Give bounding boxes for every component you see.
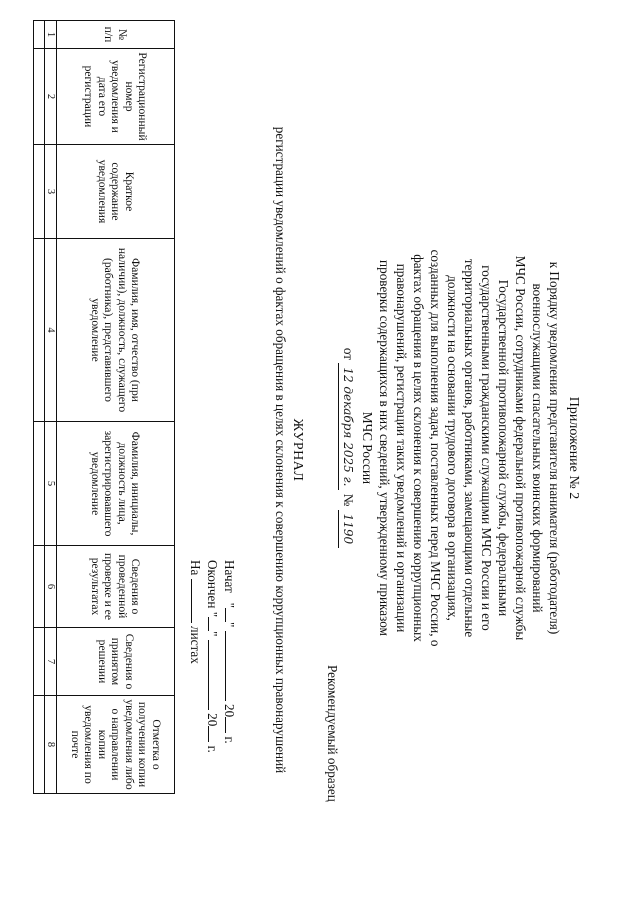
column-number: 5 bbox=[45, 422, 57, 546]
header-cell: Краткое содержание уведомления bbox=[57, 145, 175, 239]
header-cell: Сведения о принятом решении bbox=[57, 628, 175, 696]
handwritten-number: 1190 bbox=[338, 510, 356, 549]
header-cell: Отметка о получении копии уведомления либо о направлении копии уведомления по почте bbox=[57, 696, 175, 794]
journal-title: ЖУРНАЛ bbox=[290, 418, 305, 482]
blank-cell bbox=[34, 696, 45, 794]
column-number: 3 bbox=[45, 145, 57, 239]
appendix-line: государственными гражданскими служащими МЧС России и его bbox=[479, 265, 494, 631]
blank-cell bbox=[34, 546, 45, 628]
blank-cell bbox=[34, 49, 45, 145]
header-cell: Фамилия, имя, отчество (при наличии), должность, служащего (работника), представившего уведомление bbox=[57, 239, 175, 422]
column-number: 4 bbox=[45, 239, 57, 422]
table-number-row bbox=[45, 21, 57, 794]
appendix-line: проверки содержащихся в них сведений, утвержденному приказом bbox=[377, 260, 392, 636]
blank-cell bbox=[34, 21, 45, 49]
header-cell: Сведения о проведенной проверке и ее результатах bbox=[57, 546, 175, 628]
blank-cell bbox=[34, 145, 45, 239]
column-number: 6 bbox=[45, 546, 57, 628]
sheets-row bbox=[187, 560, 204, 753]
appendix-line: фактах обращения в целях склонения к совершению коррупционных bbox=[411, 254, 426, 642]
on-label: На bbox=[188, 560, 203, 576]
ended-label: Окончен bbox=[205, 560, 220, 609]
appendix-line: к Порядку уведомления представителя нанимателя (работодателя) bbox=[547, 261, 562, 635]
appendix-line: правонарушений, регистрации таких уведомлений и организации bbox=[394, 263, 409, 633]
blank-cell bbox=[34, 422, 45, 546]
sheets-label: листах bbox=[188, 625, 203, 664]
handwritten-date: 12 декабря 2025 г. bbox=[338, 363, 356, 490]
appendix-line: должности на основании трудового договора в организациях, bbox=[445, 275, 460, 621]
appendix-line: военнослужащими спасательных воинских формирований bbox=[530, 283, 545, 613]
header-cell: Фамилия, инициалы, должность лица, зарегистрировавшего уведомление bbox=[57, 422, 175, 546]
date-prefix: от bbox=[341, 347, 356, 361]
ended-row: Окончен "" 20 г. bbox=[205, 560, 220, 753]
column-number: 8 bbox=[45, 696, 57, 794]
header-cell: № п/п bbox=[57, 21, 175, 49]
column-number: 2 bbox=[45, 49, 57, 145]
order-date-line bbox=[338, 198, 357, 698]
started-label: Начат bbox=[222, 560, 237, 593]
column-number: 1 bbox=[45, 21, 57, 49]
appendix-title: Приложение № 2 bbox=[566, 396, 581, 500]
journal-meta bbox=[187, 560, 238, 753]
appendix-line: МЧС России bbox=[360, 411, 375, 485]
appendix-line: МЧС России, сотрудниками федеральной противопожарной службы bbox=[513, 255, 528, 641]
appendix-line: созданных для выполнения задач, поставленных перед МЧС России, о bbox=[428, 249, 443, 647]
table-blank-row bbox=[34, 21, 45, 794]
header-cell: Регистрационный номер уведомления и дата его регистрации bbox=[57, 49, 175, 145]
journal-table bbox=[33, 20, 175, 794]
appendix-line: Государственной противопожарной службы, федеральными bbox=[496, 279, 511, 617]
column-number: 7 bbox=[45, 628, 57, 696]
sample-label: Рекомендуемый образец bbox=[325, 665, 340, 802]
appendix-line: территориальных органов, работниками, замещающими отдельные bbox=[462, 258, 477, 638]
number-prefix: № bbox=[341, 493, 356, 507]
journal-subtitle: регистрации уведомлений о фактах обращения в целях склонения к совершению коррупционных правонарушений bbox=[273, 126, 288, 774]
blank-cell bbox=[34, 628, 45, 696]
blank-cell bbox=[34, 239, 45, 422]
table-header-row bbox=[57, 21, 175, 794]
appendix-block bbox=[338, 198, 582, 698]
started-row: Начат "" 20 г. bbox=[222, 560, 237, 744]
